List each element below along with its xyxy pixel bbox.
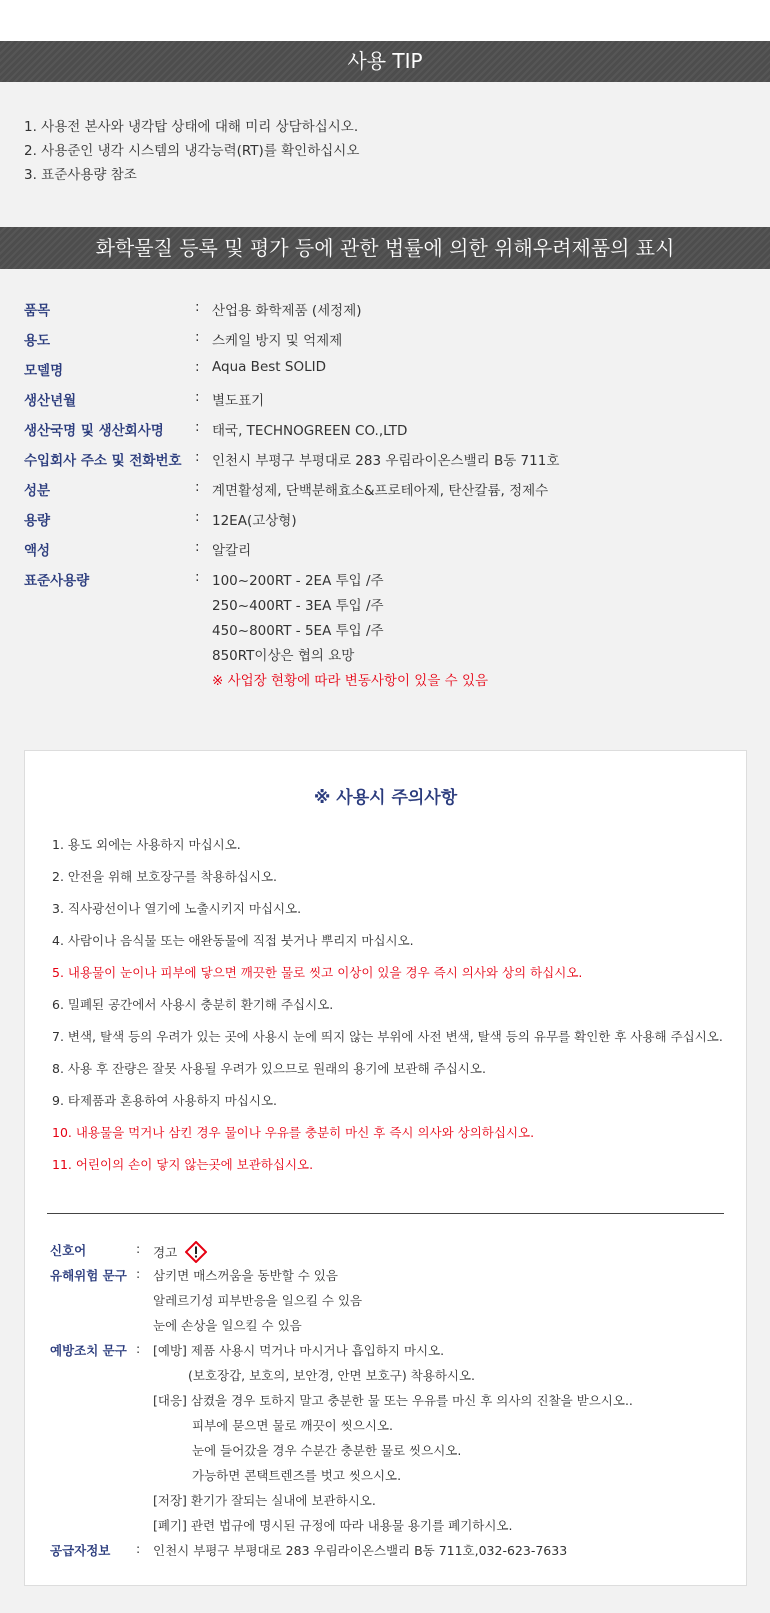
row-value: 12EA(고상형)	[212, 513, 297, 529]
caution-item: 9. 타제품과 혼용하여 사용하지 마십시오.	[52, 1093, 277, 1108]
tip-banner	[0, 41, 770, 82]
label-title: 화학물질 등록 및 평가 등에 관한 법률에 의한 위해우려제품의 표시	[95, 236, 675, 260]
exclamation-diamond-icon	[185, 1241, 207, 1266]
row-value: 인천시 부평구 부평대로 283 우림라이온스밸리 B동 711호	[212, 453, 560, 469]
row-colon: :	[136, 1341, 141, 1356]
supplier-value: 인천시 부평구 부평대로 283 우림라이온스밸리 B동 711호,032-623-7633	[153, 1543, 568, 1558]
precaution-row	[25, 1466, 746, 1486]
hazard-row	[25, 1291, 746, 1311]
row-value: Aqua Best SOLID	[212, 359, 326, 375]
tip-line: 2. 사용준인 냉각 시스템의 냉각능력(RT)를 확인하십시오	[24, 143, 360, 159]
caution-item: 5. 내용물이 눈이나 피부에 닿으면 깨끗한 물로 씻고 이상이 있을 경우 즉시 의사와 상의 하십시오.	[52, 965, 583, 980]
hazard-line: 눈에 손상을 일으킬 수 있음	[153, 1318, 302, 1333]
signal-word-value: 경고	[153, 1245, 178, 1260]
row-key: 수입회사 주소 및 전화번호	[24, 453, 182, 469]
precaution-line: [저장] 환기가 잘되는 실내에 보관하시오.	[153, 1493, 376, 1508]
row-value: 스케일 방지 및 억제제	[212, 333, 343, 349]
row-colon: :	[195, 509, 200, 525]
caution-item: 10. 내용물을 먹거나 삼킨 경우 물이나 우유를 충분히 마신 후 즉시 의사와 상의하십시오.	[52, 1125, 535, 1140]
precaution-row	[25, 1441, 746, 1461]
row-key: 생산국명 및 생산회사명	[24, 423, 164, 439]
row-colon: :	[136, 1266, 141, 1281]
supplier-row	[25, 1541, 746, 1561]
row-colon: :	[136, 1541, 141, 1556]
precaution-line: [대응] 삼켰을 경우 토하지 말고 충분한 물 또는 우유를 마신 후 의사의 진찰을 받으시오..	[153, 1393, 633, 1408]
caution-title: ※ 사용시 주의사항	[313, 788, 458, 808]
row-key: 생산년월	[24, 393, 77, 409]
row-colon: :	[195, 539, 200, 555]
row-key: 품목	[24, 303, 51, 319]
tip-line: 1. 사용전 본사와 냉각탑 상태에 대해 미리 상담하십시오.	[24, 119, 359, 135]
precaution-row	[25, 1366, 746, 1386]
row-value: 태국, TECHNOGREEN CO.,LTD	[212, 423, 408, 439]
tip-box	[0, 82, 770, 227]
signal-word-value-wrap	[153, 1241, 207, 1266]
row-colon: :	[195, 359, 200, 375]
row-value: 알칼리	[212, 543, 252, 559]
row-value: 계면활성제, 단백분해효소&프로테아제, 탄산칼륨, 정제수	[212, 483, 549, 499]
row-colon: :	[136, 1241, 141, 1256]
row-key: 액성	[24, 543, 51, 559]
precaution-key: 예방조치 문구	[50, 1343, 127, 1358]
hazard-key: 유해위험 문구	[50, 1268, 127, 1283]
caution-item: 4. 사람이나 음식물 또는 애완동물에 직접 붓거나 뿌리지 마십시오.	[52, 933, 414, 948]
dosage-line: 450~800RT - 5EA 투입 /주	[212, 623, 384, 639]
row-key: 용도	[24, 333, 51, 349]
precaution-row	[25, 1416, 746, 1436]
divider	[47, 1213, 724, 1214]
tip-title: 사용 TIP	[347, 49, 423, 73]
tip-line: 3. 표준사용량 참조	[24, 167, 137, 183]
precaution-line: 가능하면 콘택트렌즈를 벗고 씻으시오.	[192, 1468, 402, 1483]
row-key: 표준사용량	[24, 573, 90, 589]
precaution-line: 눈에 들어갔을 경우 수분간 충분한 물로 씻으시오.	[192, 1443, 462, 1458]
label-banner	[0, 227, 770, 269]
precaution-line: (보호장갑, 보호의, 보안경, 안면 보호구) 착용하시오.	[188, 1368, 476, 1383]
caution-item: 3. 직사광선이나 열기에 노출시키지 마십시오.	[52, 901, 302, 916]
row-colon: :	[195, 479, 200, 495]
hazard-row	[25, 1266, 746, 1286]
dosage-note: ※ 사업장 현황에 따라 변동사항이 있을 수 있음	[212, 673, 489, 689]
row-key: 용량	[24, 513, 51, 529]
hazard-line: 삼키면 매스꺼움을 동반할 수 있음	[153, 1268, 338, 1283]
precaution-line: 피부에 묻으면 물로 깨끗이 씻으시오.	[192, 1418, 393, 1433]
row-key: 모델명	[24, 363, 64, 379]
dosage-line: 850RT이상은 협의 요망	[212, 648, 355, 664]
precaution-row	[25, 1516, 746, 1536]
caution-item: 7. 변색, 탈색 등의 우려가 있는 곳에 사용시 눈에 띄지 않는 부위에 사전 변색, 탈색 등의 유무를 확인한 후 사용해 주십시오.	[52, 1029, 723, 1044]
signal-word-row	[25, 1241, 746, 1261]
dosage-line: 100~200RT - 2EA 투입 /주	[212, 573, 384, 589]
row-colon: :	[195, 329, 200, 345]
caution-item: 6. 밀폐된 공간에서 사용시 충분히 환기해 주십시오.	[52, 997, 334, 1012]
hazard-row	[25, 1316, 746, 1336]
precaution-row	[25, 1391, 746, 1411]
precaution-line: [예방] 제품 사용시 먹거나 마시거나 흡입하지 마시오.	[153, 1343, 445, 1358]
row-colon: :	[195, 389, 200, 405]
caution-card	[24, 750, 747, 1586]
row-colon: :	[195, 569, 200, 585]
row-value: 별도표기	[212, 393, 265, 409]
precaution-row	[25, 1341, 746, 1361]
caution-item: 1. 용도 외에는 사용하지 마십시오.	[52, 837, 241, 852]
row-colon: :	[195, 299, 200, 315]
supplier-key: 공급자정보	[50, 1543, 111, 1558]
caution-item: 11. 어린이의 손이 닿지 않는곳에 보관하십시오.	[52, 1157, 314, 1172]
row-colon: :	[195, 419, 200, 435]
signal-word-key: 신호어	[50, 1243, 87, 1258]
hazard-line: 알레르기성 피부반응을 일으킬 수 있음	[153, 1293, 363, 1308]
caution-item: 2. 안전을 위해 보호장구를 착용하십시오.	[52, 869, 277, 884]
precaution-line: [폐기] 관련 법규에 명시된 규정에 따라 내용물 용기를 폐기하시오.	[153, 1518, 513, 1533]
row-key: 성분	[24, 483, 51, 499]
row-value: 산업용 화학제품 (세정제)	[212, 303, 362, 319]
dosage-line: 250~400RT - 3EA 투입 /주	[212, 598, 384, 614]
precaution-row	[25, 1491, 746, 1511]
caution-item: 8. 사용 후 잔량은 잘못 사용될 우려가 있으므로 원래의 용기에 보관해 주십시오.	[52, 1061, 486, 1076]
row-colon: :	[195, 449, 200, 465]
